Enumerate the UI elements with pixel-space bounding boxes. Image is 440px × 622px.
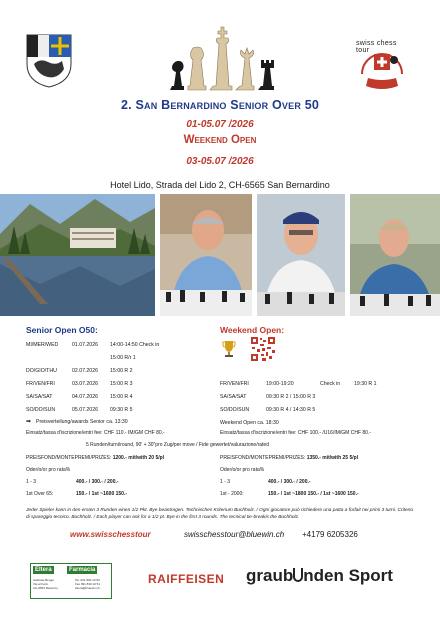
chess-pieces-illustration	[160, 18, 282, 92]
sponsor1-contact	[75, 578, 100, 590]
senior-info: 14:00-14:50 Check in	[110, 342, 160, 348]
senior-row-4	[26, 382, 216, 388]
weekend-heading: Weekend Open:	[220, 325, 285, 335]
player-photo-1	[160, 194, 252, 316]
sponsor-eltera-farmacia	[30, 563, 112, 599]
senior-date: 05.07.2026	[72, 407, 98, 413]
weekend-row-1	[220, 382, 420, 388]
address-line: Gabriele Berger	[33, 578, 55, 582]
contact-line: Tel. 091 830 10 50	[75, 578, 100, 582]
senior-prize-odd: Oder/o/or pro rata%	[26, 467, 71, 473]
senior-date: 03.07.2026	[72, 381, 98, 387]
prize-value: 1200.- mit/with 20 5/pl	[112, 455, 165, 461]
weekend-prize	[220, 456, 358, 461]
player-photo-2	[257, 194, 345, 316]
senior-info: 15:00 R 2	[110, 368, 133, 374]
senior-day: MI/MER/WED	[26, 342, 59, 348]
prize-row-label: 1 - 3	[26, 479, 37, 485]
weekend-time: 09:30 R 2 / 15:00 R 3	[266, 394, 316, 400]
sponsor1-name2: Farmacia	[69, 567, 96, 573]
qr-code-icon[interactable]	[250, 336, 276, 362]
sponsor1-address	[33, 578, 58, 590]
event-title	[0, 98, 440, 112]
senior-info: 09:30 R 5	[110, 407, 133, 413]
prize-row-values: 150.- / 1st ~1800 150.- / 1st ~1600 150.-	[268, 491, 359, 497]
weekend-fee: Einsatz/tassa d'iscrizione/entri fee: CHF 100.- /U16/IM/GM CHF 80.-	[220, 430, 372, 436]
senior-day: FR/VEN/FRI	[26, 381, 55, 387]
senior-row-3	[26, 369, 216, 375]
senior-row-2	[26, 356, 216, 362]
senior-date: 01.07.2026	[72, 342, 98, 348]
weekend-prize-odd: Oder/o/or pro rata%	[220, 467, 265, 473]
senior-prize	[26, 456, 164, 461]
senior-row-1	[26, 343, 216, 349]
address-line: CH-6563 Mesocco	[33, 586, 58, 590]
senior-info: 15:00 R 4	[110, 394, 133, 400]
prize-row-label: 1st Over 65:	[26, 491, 54, 497]
senior-date: 04.07.2026	[72, 394, 98, 400]
contact-line: eltera@bluewin.ch	[75, 586, 100, 590]
senior-day: SA/SA/SAT	[26, 394, 53, 400]
weekend-check: Check in	[320, 381, 341, 387]
senior-info: 15:00 R/r 1	[110, 355, 136, 361]
senior-info: 15:00 R 3	[110, 381, 133, 387]
title-dates: 01-05.07 /2026	[186, 119, 254, 130]
title-prefix: 2.	[120, 98, 136, 112]
sponsor-graubuenden-sport	[246, 566, 393, 586]
senior-row-6	[26, 408, 216, 414]
trophy-icon	[222, 340, 236, 358]
weekend-row-3	[220, 408, 420, 414]
weekend-day: FR/VEN/FRI	[220, 381, 249, 387]
senior-heading: Senior Open O50:	[26, 325, 98, 335]
weekend-prize-row-1	[220, 480, 420, 486]
senior-prize-row-1	[26, 480, 216, 486]
prize-label: PREISFOND/MONTEPREMI/PRIZES:	[220, 455, 306, 461]
weekend-awards: Weekend Open ca. 18:30	[220, 420, 279, 426]
weekend-day: SA/SA/SAT	[220, 394, 247, 400]
weekend-row-2	[220, 395, 420, 401]
prize-row-values: 150.- / 1st ~1600 150.-	[76, 491, 128, 497]
graubuenden-crest	[26, 34, 72, 88]
bye-rules-note: Jeder Spieler kann in den ersten 3 Runden einen 1/2 Pkt. Bye beantragen. Technisches Kriterium Buchholz. / Ogni giocatore può richiedere una patta a forfait nei primi 3 turni. Criterio di spareggio tecnico. Buchholz. / Each player can ask for a 1/2 pt. Bye in the first 3 rounds. The tecnical tie-breakis the Buchholz.	[26, 508, 413, 520]
senior-day: DO/GIO/THU	[26, 368, 57, 374]
rounds-line: 5 Runden/turni/round, 90' + 30"pro Zug/per move / Fide gewertet/valurazione/rated	[86, 442, 269, 448]
subtitle-dates: 03-05.07 /2026	[186, 156, 254, 167]
senior-fee: Einsatz/tassa d'iscrizione/entri fee: CHF 110.- IM/GM CHF 80.-	[26, 430, 165, 436]
weekend-day: SO/DO/SUN	[220, 407, 250, 413]
weekend-time: 09:30 R 4 / 14:30 R 5	[266, 407, 316, 413]
weekend-round: 19:30 R 1	[354, 381, 377, 387]
website-link[interactable]: www.swisschesstour	[70, 530, 151, 539]
senior-awards-text: Preisverteilung/awards Senior ca. 13:30	[36, 419, 128, 425]
prize-value: 1350.- mit/with 25 5/pl	[306, 455, 359, 461]
senior-row-5	[26, 395, 216, 401]
player-photo-3	[350, 194, 440, 316]
title-main: San Bernardino Senior Over 50	[135, 98, 320, 112]
prize-row-values: 400.- / 300.- / 200.-	[76, 479, 119, 485]
senior-day: SO/DO/SUN	[26, 407, 56, 413]
gr-right: nden Sport	[303, 566, 393, 585]
subtitle: Weekend Open	[183, 134, 257, 146]
address-line: Via al Farm	[33, 582, 49, 586]
senior-date: 02.07.2026	[72, 368, 98, 374]
phone-number: +4179 6205326	[302, 530, 358, 539]
weekend-time: 19:00-19:20	[266, 381, 294, 387]
address: Hotel Lido, Strada del Lido 2, CH-6565 San Bernardino	[110, 180, 330, 190]
gr-arc-icon	[293, 568, 303, 582]
logo-text: swiss chess tour	[356, 40, 397, 54]
senior-awards	[26, 420, 216, 427]
email-link[interactable]: swisschesstour@bluewin.ch	[184, 530, 285, 539]
contact-line: Fax 091 830 10 51	[75, 582, 101, 586]
prize-row-label: 1st - 2000:	[220, 491, 244, 497]
arrow-right-icon: ➡	[26, 419, 32, 425]
weekend-prize-row-2	[220, 492, 420, 498]
prize-row-values: 400.- / 300.- / 200.-	[268, 479, 311, 485]
prize-row-label: 1 - 3	[220, 479, 231, 485]
sponsor1-name: Eltera	[35, 567, 52, 573]
senior-prize-row-2	[26, 492, 216, 498]
hotel-lake-photo	[0, 194, 155, 316]
sponsor-raiffeisen: RAIFFEISEN	[148, 572, 225, 586]
gr-left: graub	[246, 566, 294, 585]
prize-label: PREISFOND/MONTEPREMI/PRIZES:	[26, 455, 112, 461]
swiss-chess-tour-logo	[352, 34, 412, 92]
